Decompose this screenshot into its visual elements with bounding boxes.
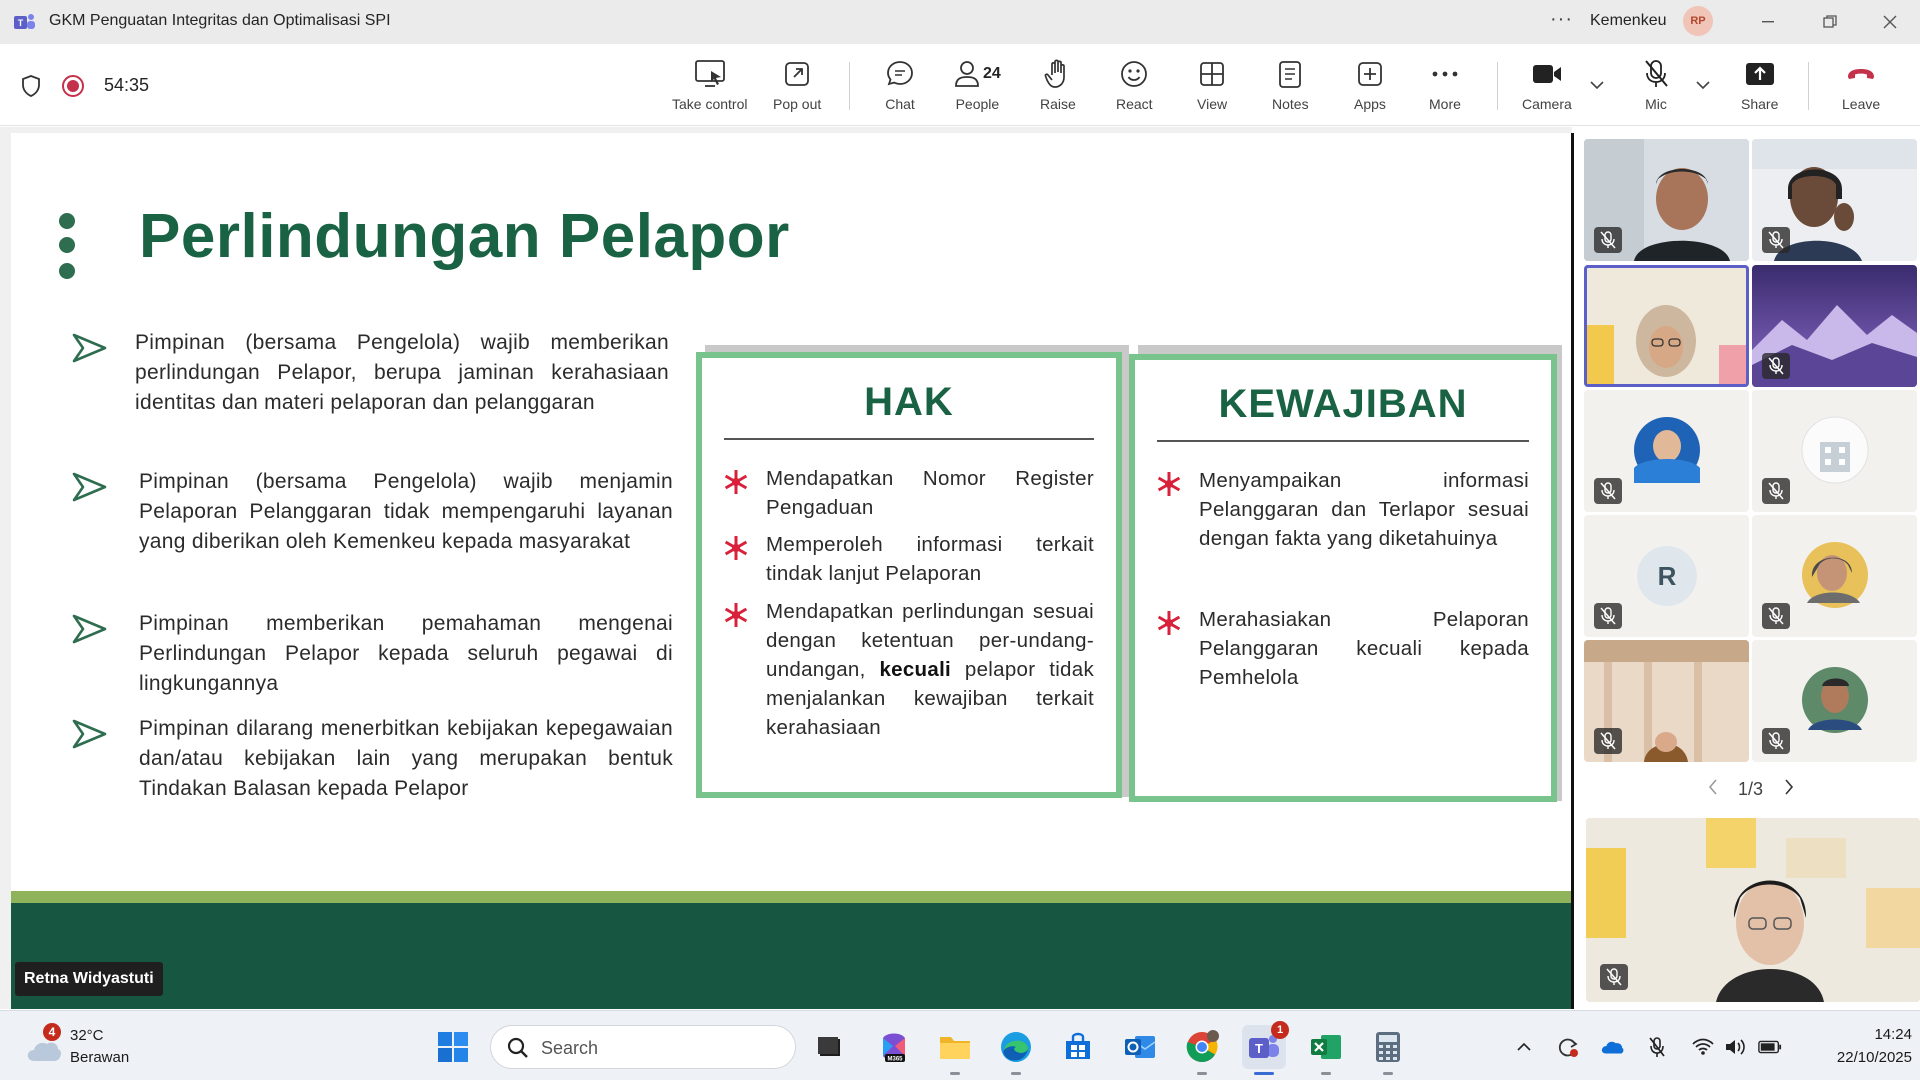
- more-icon: [1431, 58, 1459, 90]
- title-dot: [59, 263, 75, 279]
- calculator-icon[interactable]: [1366, 1025, 1410, 1069]
- kewajiban-item-text: Merahasiakan Pelaporan Pelanggaran kecuali kepada Pemhelola: [1199, 608, 1529, 689]
- gallery-pager: [1574, 776, 1920, 806]
- bullet-text: Pimpinan dilarang menerbitkan kebijakan kepegawaian dan/atau kebijakan lain yang merupakan bentuk Tindakan Balasan kepada Pelapor: [139, 717, 673, 800]
- hak-exception-word: kecuali: [879, 658, 952, 681]
- teams-app-icon[interactable]: [1242, 1025, 1286, 1069]
- hak-title: HAK: [864, 380, 954, 424]
- page-indicator: 1/3: [1738, 779, 1764, 799]
- slide-footer-stripe: [11, 891, 1573, 903]
- slide-footer-band: [11, 903, 1573, 1009]
- participant-tile[interactable]: [1584, 640, 1749, 762]
- svg-text:T: T: [1255, 1041, 1263, 1056]
- more-options-icon[interactable]: ···: [1550, 8, 1573, 30]
- windows-taskbar: [0, 1010, 1920, 1080]
- chat-button[interactable]: Chat: [885, 58, 915, 118]
- chat-icon: [885, 58, 915, 90]
- chrome-browser-icon[interactable]: [1180, 1025, 1224, 1069]
- camera-icon: [1531, 58, 1563, 90]
- kewajiban-title: KEWAJIBAN: [1218, 382, 1468, 426]
- svg-text:T: T: [17, 18, 24, 28]
- self-view-video[interactable]: [1586, 818, 1920, 1002]
- toolbar-divider: [1808, 62, 1809, 110]
- pop-out-button[interactable]: Pop out: [773, 58, 821, 118]
- participant-tile[interactable]: [1752, 515, 1917, 637]
- arrow-bullet-icon: [71, 613, 109, 645]
- meeting-toolbar: [0, 44, 1920, 126]
- title-bar: [0, 0, 1920, 44]
- mic-off-icon: [1594, 478, 1622, 504]
- mic-off-icon: [1600, 964, 1628, 990]
- file-explorer-icon[interactable]: [933, 1025, 977, 1069]
- close-button[interactable]: [1870, 8, 1910, 36]
- restore-button[interactable]: [1810, 8, 1850, 36]
- pop-out-icon: [783, 58, 811, 90]
- running-indicator: [1011, 1072, 1021, 1075]
- participant-tile[interactable]: [1752, 265, 1917, 387]
- people-button[interactable]: 24 People: [954, 58, 1001, 118]
- participant-tile-active-speaker[interactable]: [1584, 265, 1749, 387]
- chevron-up-icon[interactable]: [1512, 1035, 1536, 1059]
- kewajiban-item-text: Menyampaikan informasi Pelanggaran dan Terlapor sesuai dengan fakta yang diketahuinya: [1199, 469, 1529, 550]
- people-count: 24: [983, 65, 1001, 82]
- minimize-button[interactable]: [1748, 8, 1788, 36]
- hak-divider: [724, 438, 1094, 440]
- bullet-text: Pimpinan (bersama Pengelola) wajib menjamin Pelaporan Pelanggaran tidak mempengaruhi layanan yang diberikan oleh Kemenkeu kepada masyarakat: [139, 470, 673, 553]
- weather-description[interactable]: Berawan: [70, 1049, 130, 1066]
- outlook-icon[interactable]: [1118, 1025, 1162, 1069]
- recording-icon[interactable]: [62, 75, 84, 97]
- participant-tile[interactable]: [1584, 515, 1749, 637]
- teams-logo-icon: [14, 12, 36, 32]
- participant-tile[interactable]: [1584, 139, 1749, 261]
- share-button[interactable]: Share: [1741, 58, 1778, 118]
- participant-video: [1584, 265, 1749, 387]
- running-indicator: [950, 1072, 960, 1075]
- chevron-left-icon[interactable]: [1708, 779, 1718, 800]
- task-view-icon[interactable]: [808, 1025, 852, 1069]
- window-title: GKM Penguatan Integritas dan Optimalisasi SPI: [49, 12, 391, 29]
- grid-view-icon: [1198, 58, 1226, 90]
- search-icon: [507, 1037, 529, 1059]
- windows-start-icon[interactable]: [437, 1031, 469, 1063]
- onedrive-icon[interactable]: [1600, 1035, 1624, 1059]
- org-name[interactable]: Kemenkeu: [1590, 12, 1667, 29]
- mic-off-icon: [1594, 603, 1622, 629]
- mic-button[interactable]: Mic: [1642, 58, 1670, 118]
- participant-tile[interactable]: [1752, 390, 1917, 512]
- react-button[interactable]: React: [1116, 58, 1153, 118]
- arrow-bullet-icon: [71, 471, 109, 503]
- raise-hand-icon: [1044, 58, 1072, 90]
- kewajiban-box: [1129, 354, 1557, 802]
- battery-icon[interactable]: [1758, 1035, 1782, 1059]
- mic-off-icon: [1762, 478, 1790, 504]
- toolbar-divider: [1497, 62, 1498, 110]
- self-video: [1586, 818, 1920, 1002]
- microsoft-365-icon[interactable]: [872, 1025, 916, 1069]
- asterisk-icon: [722, 534, 750, 562]
- excel-icon[interactable]: [1304, 1025, 1348, 1069]
- running-indicator: [1254, 1072, 1274, 1075]
- avatar[interactable]: RP: [1683, 6, 1713, 36]
- asterisk-icon: [722, 468, 750, 496]
- shared-slide: [11, 133, 1573, 1009]
- view-button[interactable]: View: [1197, 58, 1227, 118]
- apps-button[interactable]: Apps: [1354, 58, 1386, 118]
- asterisk-icon: [722, 601, 750, 629]
- edge-browser-icon[interactable]: [994, 1025, 1038, 1069]
- slide-title: Perlindungan Pelapor: [139, 202, 790, 271]
- microsoft-store-icon[interactable]: [1056, 1025, 1100, 1069]
- mic-off-icon: [1762, 603, 1790, 629]
- chevron-right-icon[interactable]: [1784, 779, 1794, 800]
- running-indicator: [1197, 1072, 1207, 1075]
- title-dot: [59, 213, 75, 229]
- more-button[interactable]: More: [1429, 58, 1461, 118]
- bullet-text: Pimpinan (bersama Pengelola) wajib memberikan perlindungan Pelapor, berupa jaminan kerahasiaan identitas dan materi pelaporan dan pelanggaran: [135, 331, 669, 414]
- mic-off-icon: [1762, 728, 1790, 754]
- hang-up-icon: [1846, 58, 1876, 90]
- meeting-timer: 54:35: [104, 75, 150, 95]
- clock-date[interactable]: 22/10/2025: [1836, 1049, 1912, 1066]
- camera-options-chevron-icon[interactable]: [1590, 76, 1604, 92]
- take-control-button[interactable]: Take control: [672, 58, 747, 118]
- hak-item-text: Mendapatkan perlindungan sesuai dengan ketentuan per-undang-undangan, kecuali pelapor tidak menjalankan kewajiban terkait kerahasiaan: [766, 600, 1094, 739]
- mic-off-icon: [1642, 58, 1670, 90]
- asterisk-icon: [1155, 609, 1183, 637]
- running-indicator: [1383, 1072, 1393, 1075]
- mic-off-icon: [1762, 227, 1790, 253]
- sync-icon[interactable]: [1556, 1035, 1580, 1059]
- search-label: Search: [541, 1038, 599, 1058]
- weather-badge: 4: [43, 1023, 61, 1041]
- mic-options-chevron-icon[interactable]: [1696, 76, 1710, 92]
- weather-temperature[interactable]: 32°C: [70, 1027, 104, 1044]
- camera-button[interactable]: Camera: [1522, 58, 1572, 118]
- arrow-bullet-icon: [71, 718, 109, 750]
- svg-text:M365: M365: [887, 1056, 903, 1063]
- title-dot: [59, 237, 75, 253]
- take-control-icon: [694, 58, 726, 90]
- clock-time[interactable]: 14:24: [1874, 1026, 1912, 1043]
- cloud-icon[interactable]: [26, 1037, 62, 1063]
- mic-off-icon: [1594, 227, 1622, 253]
- participant-tile[interactable]: [1584, 390, 1749, 512]
- bullet-text: Pimpinan memberikan pemahaman mengenai Perlindungan Pelapor kepada seluruh pegawai di lingkungannya: [139, 612, 673, 695]
- people-icon: [954, 59, 980, 89]
- participant-tile[interactable]: [1752, 139, 1917, 261]
- wifi-icon[interactable]: [1691, 1035, 1715, 1059]
- add-app-icon: [1356, 58, 1384, 90]
- kewajiban-divider: [1157, 440, 1529, 442]
- hak-item-text: Memperoleh informasi terkait tindak lanjut Pelaporan: [766, 533, 1094, 585]
- leave-button[interactable]: Leave: [1842, 58, 1880, 118]
- mic-off-icon: [1762, 353, 1790, 379]
- hak-box: [696, 352, 1122, 798]
- arrow-bullet-icon: [71, 332, 109, 364]
- participant-tile[interactable]: [1752, 640, 1917, 762]
- asterisk-icon: [1155, 470, 1183, 498]
- hak-item-text: Mendapatkan Nomor Register Pengaduan: [766, 467, 1094, 519]
- raise-hand-button[interactable]: Raise: [1040, 58, 1076, 118]
- share-icon: [1745, 58, 1775, 90]
- mic-muted-tray-icon[interactable]: [1645, 1035, 1669, 1059]
- notes-icon: [1277, 58, 1303, 90]
- smile-icon: [1119, 58, 1149, 90]
- toolbar-divider: [849, 62, 850, 110]
- mic-off-icon: [1594, 728, 1622, 754]
- presenter-name-tag: Retna Widyastuti: [15, 962, 163, 996]
- taskbar-search[interactable]: [490, 1025, 796, 1069]
- notes-button[interactable]: Notes: [1272, 58, 1309, 118]
- running-indicator: [1321, 1072, 1331, 1075]
- shield-icon[interactable]: [20, 74, 42, 98]
- teams-notification-badge: 1: [1271, 1021, 1289, 1039]
- participant-initial-avatar: R: [1637, 546, 1697, 606]
- volume-icon[interactable]: [1723, 1035, 1747, 1059]
